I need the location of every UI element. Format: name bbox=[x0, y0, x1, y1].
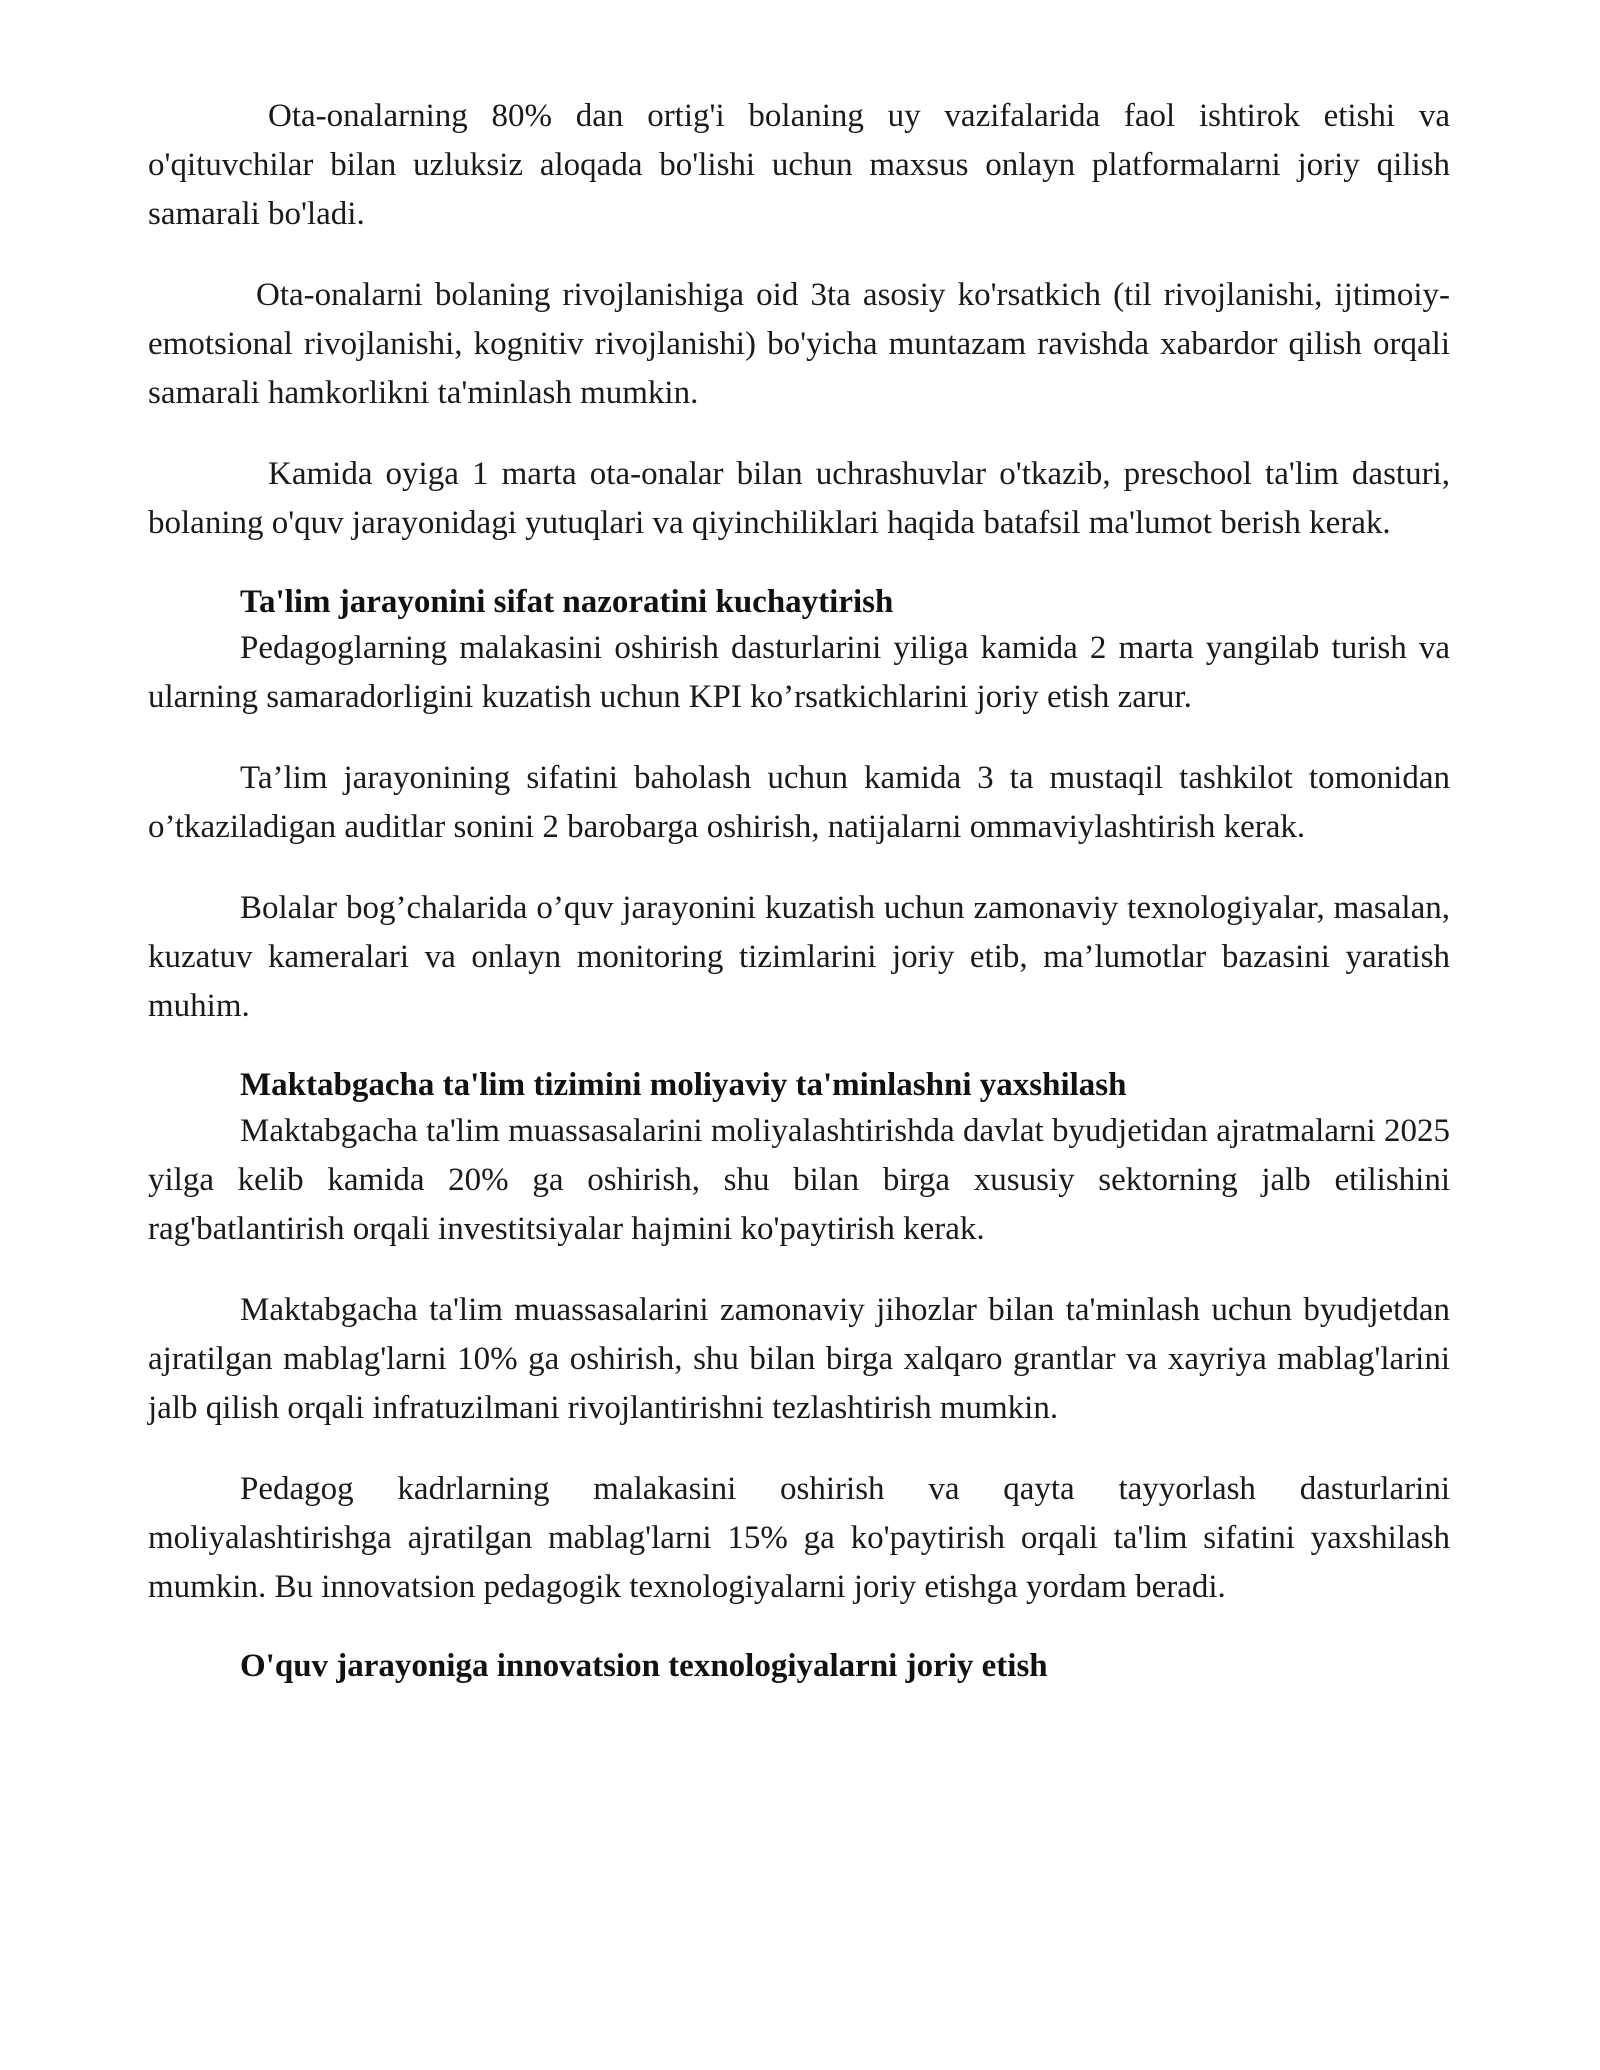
section-heading-quality-control: Ta'lim jarayonini sifat nazoratini kuchaytirish bbox=[240, 584, 894, 620]
paragraph-equipment-funding: Maktabgacha ta'lim muassasalarini zamonaviy jihozlar bilan ta'minlash uchun byudjetdan ajratilgan mablag'larni 10% ga oshirish, shu bilan birga xalqaro grantlar va xayriya mablag'larini jalb qilish orqali infratuzilmani rivojlantirishni tezlashtirish mumkin. bbox=[148, 1292, 1450, 1426]
paragraph-staff-training-funding: Pedagog kadrlarning malakasini oshirish va qayta tayyorlash dasturlarini moliyalashtirishga ajratilgan mablag'larni 15% ga ko'paytirish orqali ta'lim sifatini yaxshilash mumkin. Bu innovatsion pedagogik texnologiyalarni joriy etishga yordam beradi. bbox=[148, 1471, 1450, 1605]
section-heading-financial-support: Maktabgacha ta'lim tizimini moliyaviy ta'minlashni yaxshilash bbox=[240, 1067, 1127, 1103]
document-body bbox=[148, 92, 1450, 1688]
paragraph-parents-development-indicators: Ota-onalarni bolaning rivojlanishiga oid 3ta asosiy ko'rsatkich (til rivojlanishi, ijtimoiy-emotsional rivojlanishi, kognitiv rivojlanishi) bo'yicha muntazam ravishda xabardor qilish orqali samarali hamkorlikni ta'minlash mumkin. bbox=[148, 277, 1450, 411]
paragraph-state-budget-funding: Maktabgacha ta'lim muassasalarini moliyalashtirishda davlat byudjetidan ajratmalarni 2025 yilga kelib kamida 20% ga oshirish, shu bilan birga xususiy sektorning jalb etilishini rag'batlantirish orqali investitsiyalar hajmini ko'paytirish kerak. bbox=[148, 1113, 1450, 1247]
paragraph-independent-audits: Ta’lim jarayonining sifatini baholash uchun kamida 3 ta mustaqil tashkilot tomonidan o’tkaziladigan auditlar sonini 2 barobarga oshirish, natijalarni ommaviylashtirish kerak. bbox=[148, 760, 1450, 845]
paragraph-parents-online-platforms: Ota-onalarning 80% dan ortig'i bolaning uy vazifalarida faol ishtirok etishi va o'qituvchilar bilan uzluksiz aloqada bo'lishi uchun maxsus onlayn platformalarni joriy qilish samarali bo'ladi. bbox=[148, 98, 1450, 232]
section-heading-innovative-technologies: O'quv jarayoniga innovatsion texnologiyalarni joriy etish bbox=[240, 1648, 1048, 1684]
paragraph-parent-meetings: Kamida oyiga 1 marta ota-onalar bilan uchrashuvlar o'tkazib, preschool ta'lim dasturi, bolaning o'quv jarayonidagi yutuqlari va qiyinchiliklari haqida batafsil ma'lumot berish kerak. bbox=[148, 456, 1450, 541]
paragraph-teacher-training-kpi: Pedagoglarning malakasini oshirish dasturlarini yiliga kamida 2 marta yangilab turish va ularning samaradorligini kuzatish uchun KPI ko’rsatkichlarini joriy etish zarur. bbox=[148, 630, 1450, 715]
paragraph-monitoring-technologies: Bolalar bog’chalarida o’quv jarayonini kuzatish uchun zamonaviy texnologiyalar, masalan, kuzatuv kameralari va onlayn monitoring tizimlarini joriy etib, ma’lumotlar bazasini yaratish muhim. bbox=[148, 890, 1450, 1024]
